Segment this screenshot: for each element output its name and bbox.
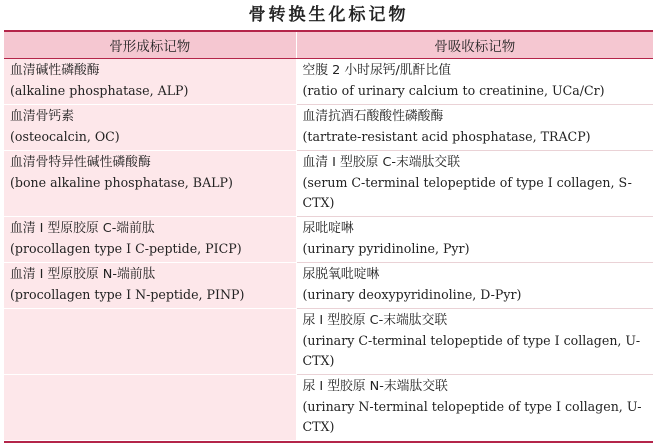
resorption-cell — [296, 59, 653, 105]
resorption-marker-zh: 血清 I 型胶原 C-末端肽交联 — [302, 155, 460, 170]
resorption-marker-en: (ratio of urinary calcium to creatinine, UCa/Cr) — [302, 83, 605, 98]
resorption-marker-en: (urinary deoxypyridinoline, D-Pyr) — [302, 287, 522, 302]
table-row — [4, 309, 653, 375]
formation-marker-en: (alkaline phosphatase, ALP) — [10, 83, 189, 98]
resorption-marker-en: (urinary N-terminal telopeptide of type I collagen, U-CTX) — [302, 399, 642, 434]
table-row — [4, 263, 653, 309]
formation-cell — [4, 105, 296, 151]
formation-marker-zh: 血清 I 型原胶原 C-端前肽 — [10, 221, 155, 236]
formation-marker-en: (procollagen type I C-peptide, PICP) — [10, 241, 242, 256]
formation-cell-empty — [4, 375, 296, 441]
table-header-row — [4, 31, 653, 59]
resorption-cell — [296, 375, 653, 441]
table-row — [4, 59, 653, 105]
table-row — [4, 105, 653, 151]
resorption-cell — [296, 309, 653, 375]
resorption-cell — [296, 151, 653, 217]
resorption-marker-zh: 尿吡啶啉 — [302, 221, 354, 236]
resorption-marker-en: (urinary C-terminal telopeptide of type I collagen, U-CTX) — [302, 333, 641, 368]
resorption-cell — [296, 105, 653, 151]
formation-cell — [4, 217, 296, 263]
formation-marker-zh: 血清骨钙素 — [10, 109, 74, 124]
formation-cell — [4, 263, 296, 309]
formation-cell-empty — [4, 309, 296, 375]
resorption-cell — [296, 263, 653, 309]
table-row — [4, 151, 653, 217]
resorption-marker-zh: 尿 I 型胶原 N-末端肽交联 — [302, 379, 448, 394]
resorption-marker-en: (tartrate-resistant acid phosphatase, TRACP) — [302, 129, 591, 144]
resorption-marker-zh: 尿 I 型胶原 C-末端肽交联 — [302, 313, 448, 328]
table-title: 骨转换生化标记物 — [248, 5, 409, 25]
resorption-marker-en: (urinary pyridinoline, Pyr) — [302, 241, 470, 256]
formation-cell — [4, 151, 296, 217]
resorption-cell — [296, 217, 653, 263]
header-resorption-markers: 骨吸收标记物 — [296, 31, 653, 59]
header-formation-markers: 骨形成标记物 — [4, 31, 296, 59]
formation-marker-en: (procollagen type I N-peptide, PINP) — [10, 287, 245, 302]
formation-marker-zh: 血清骨特异性碱性磷酸酶 — [10, 155, 151, 170]
resorption-marker-zh: 空腹 2 小时尿钙/肌酐比值 — [302, 63, 452, 78]
table-row — [4, 375, 653, 441]
formation-marker-en: (bone alkaline phosphatase, BALP) — [10, 175, 233, 190]
bone-turnover-markers-table — [4, 30, 653, 441]
resorption-marker-zh: 尿脱氧吡啶啉 — [302, 267, 380, 282]
resorption-marker-zh: 血清抗酒石酸酸性磷酸酶 — [302, 109, 444, 124]
formation-marker-zh: 血清碱性磷酸酶 — [10, 63, 100, 78]
formation-marker-en: (osteocalcin, OC) — [10, 129, 120, 144]
resorption-marker-en: (serum C-terminal telopeptide of type I collagen, S-CTX) — [302, 175, 632, 210]
formation-cell — [4, 59, 296, 105]
table-row — [4, 217, 653, 263]
formation-marker-zh: 血清 I 型原胶原 N-端前肽 — [10, 267, 156, 282]
